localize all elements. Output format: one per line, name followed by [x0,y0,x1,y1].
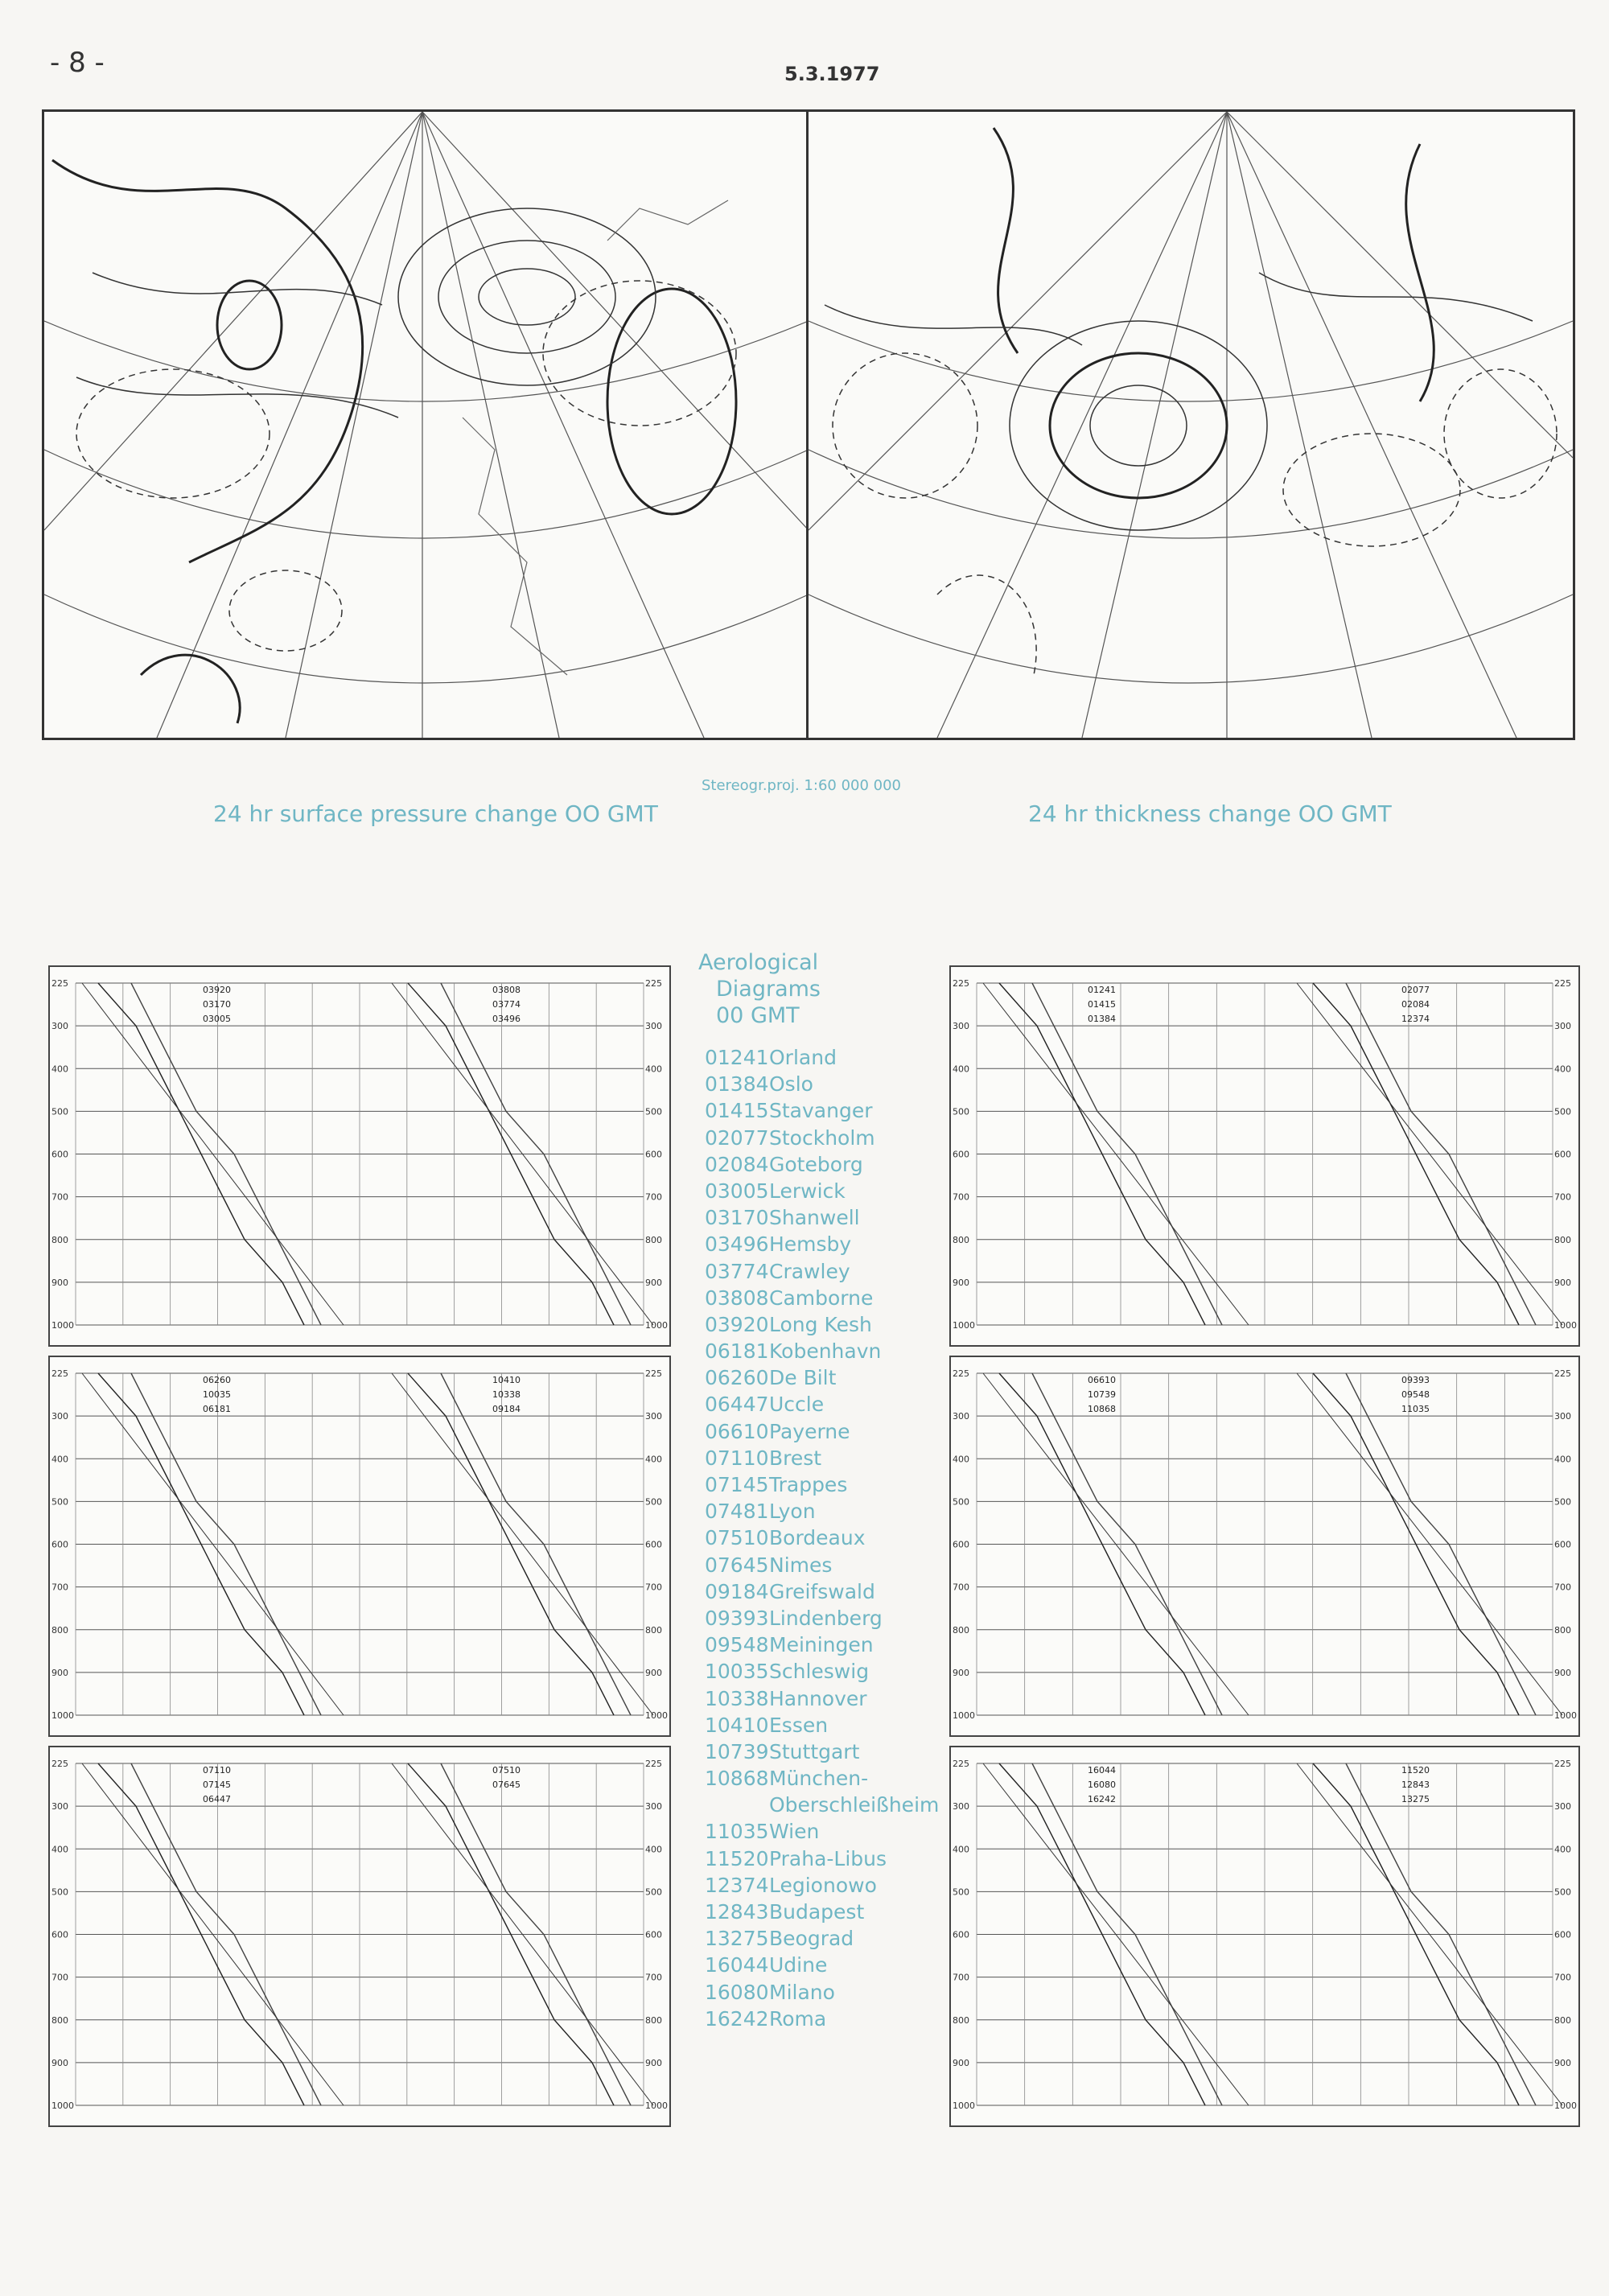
station-code: 07645 [705,1553,769,1577]
panel-station: 02084 [1401,999,1430,1010]
pressure-level-label: 225 [645,1759,662,1769]
pressure-level-label: 500 [51,1887,68,1898]
pressure-level-label: 225 [645,978,662,989]
pressure-level-label: 300 [645,1801,662,1813]
pressure-level-label: 700 [1554,1582,1571,1593]
pressure-level-label: 800 [51,2014,68,2026]
pressure-level-label: 700 [953,1582,969,1593]
pressure-level-label: 1000 [1554,1320,1577,1331]
station-row [705,1900,939,1927]
station-name: Bordeaux [769,1526,866,1550]
station-code: 10410 [705,1713,769,1737]
pressure-level-label: 600 [51,1539,68,1550]
pressure-level-label: 800 [645,1624,662,1636]
pressure-level-label: 400 [645,1064,662,1075]
station-code: 01241 [705,1046,769,1069]
pressure-level-label: 700 [51,1582,68,1593]
pressure-level-label: 225 [1554,1368,1571,1379]
panel-station: 16242 [1088,1794,1116,1804]
aero-panel-4-grid [951,1357,1578,1735]
panel-station: 07110 [203,1765,231,1775]
station-code: 16044 [705,1953,769,1977]
pressure-level-label: 600 [1554,1539,1571,1550]
pressure-level-label: 700 [645,1972,662,1983]
pressure-level-label: 600 [51,1929,68,1940]
pressure-level-label: 600 [1554,1929,1571,1940]
pressure-level-label: 800 [953,2014,969,2026]
panel-station: 11035 [1401,1404,1430,1414]
station-row [705,1847,939,1874]
pressure-level-label: 500 [953,1496,969,1508]
pressure-level-label: 1000 [953,2101,975,2111]
station-row [705,1366,939,1393]
station-name: Oslo [769,1072,813,1097]
panel-station: 09548 [1401,1389,1430,1400]
pressure-level-label: 600 [953,1929,969,1940]
panel-station: 12843 [1401,1780,1430,1790]
station-row [705,1607,939,1633]
pressure-level-label: 1000 [51,1710,74,1721]
station-row [705,1153,939,1179]
panel-station: 11520 [1401,1765,1430,1775]
pressure-level-label: 800 [1554,1624,1571,1636]
pressure-level-label: 900 [1554,1667,1571,1678]
pressure-level-label: 225 [51,978,68,989]
pressure-level-label: 225 [51,1368,68,1379]
station-code: 06260 [705,1366,769,1390]
pressure-level-label: 600 [953,1539,969,1550]
station-name: Hannover [769,1686,867,1710]
station-row [705,1126,939,1153]
pressure-level-label: 500 [1554,1106,1571,1117]
pressure-level-label: 500 [645,1106,662,1117]
pressure-level-label: 225 [1554,1759,1571,1769]
station-row [705,1714,939,1740]
aero-panel-4 [949,1356,1580,1737]
pressure-level-label: 300 [953,1411,969,1422]
station-code: 03774 [705,1259,769,1283]
station-code: 13275 [705,1927,769,1951]
pressure-level-label: 300 [1554,1411,1571,1422]
station-row [705,1927,939,1953]
station-row [705,1580,939,1607]
station-row [705,1660,939,1686]
thickness-change-map [806,109,1575,740]
station-row [705,1099,939,1125]
pressure-level-label: 500 [51,1106,68,1117]
pressure-level-label: 300 [645,1021,662,1032]
panel-station: 10410 [492,1375,521,1385]
panel-station: 16044 [1088,1765,1116,1775]
pressure-level-label: 300 [51,1021,68,1032]
station-code: 03808 [705,1286,769,1310]
thickness-caption: 24 hr thickness change OO GMT [1028,800,1392,827]
station-name: De Bilt [769,1366,837,1390]
station-row [705,1874,939,1900]
station-name: Lyon [769,1500,816,1524]
station-row [705,1767,939,1793]
station-name: Long Kesh [769,1312,872,1336]
station-code: 07110 [705,1446,769,1470]
panel-station: 03808 [492,985,521,995]
aero-panel-2-grid [951,967,1578,1345]
pressure-level-label: 800 [1554,2014,1571,2026]
station-name: Greifswald [769,1579,875,1603]
pressure-level-label: 700 [1554,1972,1571,1983]
station-code: 07510 [705,1526,769,1550]
panel-station: 09393 [1401,1375,1430,1385]
pressure-level-label: 300 [953,1801,969,1813]
station-name: Essen [769,1713,829,1737]
panel-station: 09184 [492,1404,521,1414]
station-code: 06610 [705,1419,769,1443]
aero-panel-1 [48,965,671,1347]
station-code: 03170 [705,1206,769,1230]
station-name: Uccle [769,1393,825,1417]
station-row [705,1500,939,1526]
pressure-level-label: 600 [645,1539,662,1550]
station-name: Stockholm [769,1125,875,1150]
pressure-level-label: 900 [51,1667,68,1678]
pressure-level-label: 600 [953,1149,969,1160]
pressure-level-label: 400 [51,1454,68,1465]
station-name: Budapest [769,1900,865,1924]
station-name: Orland [769,1046,837,1069]
pressure-level-label: 1000 [51,2101,74,2111]
pressure-level-label: 300 [1554,1021,1571,1032]
aerological-title [698,949,821,1029]
pressure-level-label: 600 [51,1149,68,1160]
panel-station: 07510 [492,1765,521,1775]
station-name: Meiningen [769,1633,874,1657]
pressure-level-label: 500 [953,1887,969,1898]
pressure-level-label: 1000 [953,1710,975,1721]
station-row [705,1206,939,1232]
pressure-level-label: 800 [953,1624,969,1636]
station-code: 10868 [705,1767,769,1791]
pressure-level-label: 225 [953,1759,969,1769]
panel-station: 10035 [203,1389,231,1400]
aero-panel-2 [949,965,1580,1347]
station-name: Praha-Libus [769,1846,887,1870]
pressure-level-label: 600 [1554,1149,1571,1160]
station-code: 09184 [705,1579,769,1603]
station-row [705,1420,939,1446]
surface-pressure-caption: 24 hr surface pressure change OO GMT [213,800,658,827]
station-row [705,1687,939,1714]
pressure-level-label: 900 [953,2057,969,2068]
pressure-level-label: 900 [645,1667,662,1678]
pressure-level-label: 400 [51,1064,68,1075]
station-code: 07481 [705,1500,769,1524]
station-code: 06447 [705,1393,769,1417]
station-code: 03005 [705,1179,769,1203]
station-row [705,2007,939,2034]
surface-pressure-map-drawing [44,112,809,738]
pressure-level-label: 700 [1554,1191,1571,1203]
station-code: 01384 [705,1072,769,1097]
pressure-level-label: 800 [645,1234,662,1245]
pressure-level-label: 900 [645,1277,662,1288]
pressure-level-label: 300 [645,1411,662,1422]
station-row [705,1633,939,1660]
station-name: Goteborg [769,1152,863,1176]
aero-panel-5-grid [50,1747,669,2125]
panel-station: 10868 [1088,1404,1116,1414]
pressure-level-label: 900 [953,1277,969,1288]
station-name: Crawley [769,1259,850,1283]
station-row [705,1393,939,1419]
pressure-level-label: 700 [645,1582,662,1593]
station-row [705,1953,939,1980]
pressure-level-label: 400 [645,1454,662,1465]
page-number: - 8 - [50,47,105,79]
station-row [705,1820,939,1846]
pressure-level-label: 500 [645,1887,662,1898]
station-row [705,1260,939,1286]
pressure-level-label: 1000 [51,1320,74,1331]
pressure-level-label: 300 [51,1801,68,1813]
station-name: Payerne [769,1419,850,1443]
aerological-title-line: Aerological [698,950,819,975]
station-code: 09548 [705,1633,769,1657]
station-code: 12374 [705,1873,769,1897]
station-row [705,1179,939,1206]
panel-station: 02077 [1401,985,1430,995]
panel-station: 01415 [1088,999,1116,1010]
station-name: Lindenberg [769,1606,883,1630]
pressure-level-label: 900 [645,2057,662,2068]
panel-station: 03170 [203,999,231,1010]
pressure-level-label: 225 [953,1368,969,1379]
station-name: Hemsby [769,1232,852,1257]
panel-station: 07645 [492,1780,521,1790]
station-code: 16242 [705,2006,769,2031]
pressure-level-label: 225 [1554,978,1571,989]
panel-station: 12374 [1401,1014,1430,1024]
panel-station: 03496 [492,1014,521,1024]
pressure-level-label: 700 [645,1191,662,1203]
station-row [705,1793,939,1820]
pressure-level-label: 400 [1554,1454,1571,1465]
panel-station: 06181 [203,1404,231,1414]
pressure-level-label: 500 [1554,1887,1571,1898]
pressure-level-label: 500 [953,1106,969,1117]
pressure-level-label: 300 [51,1411,68,1422]
aero-panel-5 [48,1746,671,2127]
station-name: Schleswig [769,1660,870,1684]
pressure-level-label: 225 [51,1759,68,1769]
panel-station: 13275 [1401,1794,1430,1804]
station-row [705,1740,939,1767]
pressure-level-label: 1000 [953,1320,975,1331]
station-row [705,1286,939,1313]
station-name: Stavanger [769,1099,873,1123]
panel-station: 10739 [1088,1389,1116,1400]
station-name: Brest [769,1446,822,1470]
thickness-change-map-drawing [809,112,1573,738]
pressure-level-label: 900 [51,1277,68,1288]
panel-station: 06610 [1088,1375,1116,1385]
aero-panel-6 [949,1746,1580,2127]
station-list [705,1046,939,2034]
station-code: 10739 [705,1739,769,1763]
station-name: München- [769,1767,869,1791]
pressure-level-label: 1000 [1554,1710,1577,1721]
station-name: Stuttgart [769,1739,860,1763]
station-name: Wien [769,1820,820,1844]
aerological-title-line: Diagrams [716,977,821,1002]
panel-station: 07145 [203,1780,231,1790]
aerological-title-line: 00 GMT [716,1003,800,1028]
panel-station: 03920 [203,985,231,995]
page-date: 5.3.1977 [784,63,880,85]
pressure-level-label: 500 [1554,1496,1571,1508]
panel-station: 03005 [203,1014,231,1024]
station-name: Oberschleißheim [769,1793,940,1817]
station-code: 12843 [705,1900,769,1924]
pressure-level-label: 900 [1554,2057,1571,2068]
station-code: 16080 [705,1980,769,2004]
station-row [705,1232,939,1259]
station-name: Legionowo [769,1873,877,1897]
station-code: 09393 [705,1606,769,1630]
station-row [705,1553,939,1580]
pressure-level-label: 700 [953,1972,969,1983]
pressure-level-label: 700 [51,1191,68,1203]
station-code: 01415 [705,1099,769,1123]
station-name: Milano [769,1980,835,2004]
station-code: 03920 [705,1312,769,1336]
panel-station: 01384 [1088,1014,1116,1024]
pressure-level-label: 1000 [645,2101,668,2111]
pressure-level-label: 400 [51,1844,68,1855]
station-code: 10338 [705,1686,769,1710]
station-name: Roma [769,2006,827,2031]
pressure-level-label: 400 [953,1064,969,1075]
pressure-level-label: 500 [51,1496,68,1508]
station-row [705,1526,939,1553]
pressure-level-label: 400 [1554,1064,1571,1075]
pressure-level-label: 900 [51,2057,68,2068]
pressure-level-label: 800 [51,1624,68,1636]
station-code: 07145 [705,1473,769,1496]
station-name: Nimes [769,1553,833,1577]
aero-panel-1-grid [50,967,669,1345]
station-code: 02084 [705,1152,769,1176]
station-code: 06181 [705,1339,769,1364]
panel-station: 06260 [203,1375,231,1385]
station-name: Trappes [769,1473,848,1496]
pressure-level-label: 300 [953,1021,969,1032]
station-row [705,1473,939,1500]
station-row [705,1072,939,1099]
station-name: Shanwell [769,1206,860,1230]
pressure-level-label: 1000 [645,1710,668,1721]
pressure-level-label: 500 [645,1496,662,1508]
station-name: Lerwick [769,1179,846,1203]
station-row [705,1313,939,1339]
station-code: 11035 [705,1820,769,1844]
station-row [705,1981,939,2007]
pressure-level-label: 300 [1554,1801,1571,1813]
station-name: Camborne [769,1286,874,1310]
projection-note: Stereogr.proj. 1:60 000 000 [702,777,902,794]
panel-station: 06447 [203,1794,231,1804]
station-code: 03496 [705,1232,769,1257]
station-row [705,1446,939,1473]
panel-station: 16080 [1088,1780,1116,1790]
pressure-level-label: 900 [953,1667,969,1678]
station-row [705,1046,939,1072]
station-code: 10035 [705,1660,769,1684]
station-name: Beograd [769,1927,854,1951]
pressure-level-label: 900 [1554,1277,1571,1288]
aero-panel-3 [48,1356,671,1737]
pressure-level-label: 1000 [645,1320,668,1331]
pressure-level-label: 400 [1554,1844,1571,1855]
station-name: Udine [769,1953,828,1977]
station-code: 11520 [705,1846,769,1870]
pressure-level-label: 600 [645,1929,662,1940]
station-code: 02077 [705,1125,769,1150]
pressure-level-label: 700 [953,1191,969,1203]
aero-panel-6-grid [951,1747,1578,2125]
pressure-level-label: 400 [953,1844,969,1855]
pressure-level-label: 400 [953,1454,969,1465]
pressure-level-label: 700 [51,1972,68,1983]
station-name: Kobenhavn [769,1339,882,1364]
pressure-level-label: 225 [645,1368,662,1379]
pressure-level-label: 600 [645,1149,662,1160]
aero-panel-3-grid [50,1357,669,1735]
panel-station: 10338 [492,1389,521,1400]
pressure-level-label: 1000 [1554,2101,1577,2111]
pressure-level-label: 800 [51,1234,68,1245]
pressure-level-label: 800 [645,2014,662,2026]
surface-pressure-map [42,109,811,740]
pressure-level-label: 800 [953,1234,969,1245]
panel-station: 03774 [492,999,521,1010]
station-row [705,1339,939,1366]
pressure-level-label: 800 [1554,1234,1571,1245]
panel-station: 01241 [1088,985,1116,995]
pressure-level-label: 400 [645,1844,662,1855]
pressure-level-label: 225 [953,978,969,989]
